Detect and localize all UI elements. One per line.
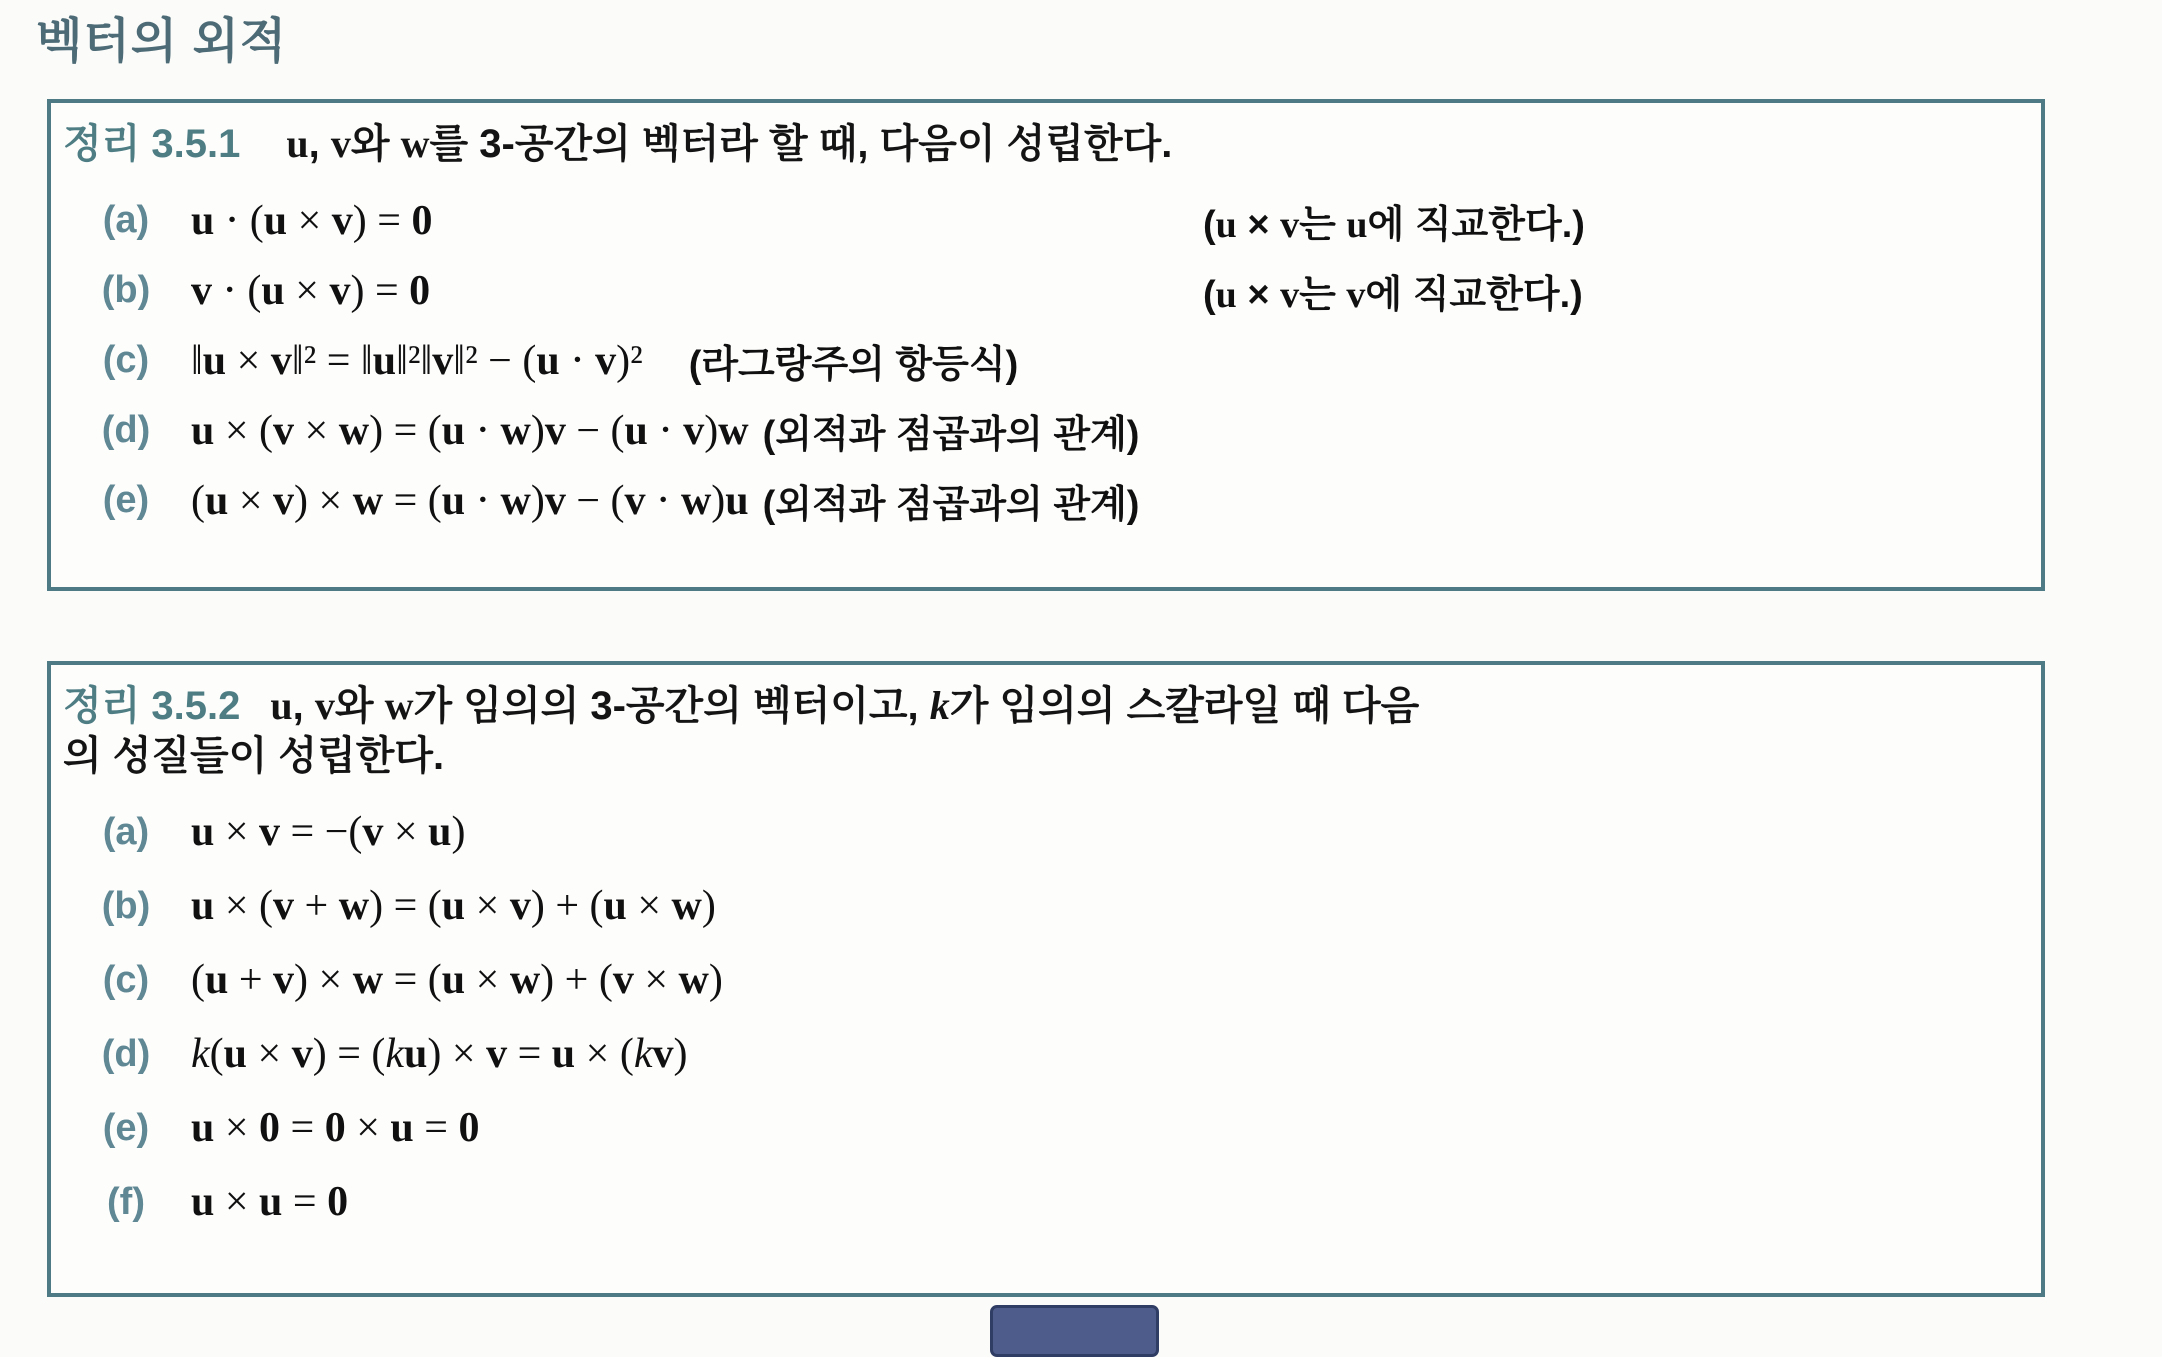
theorem-3-5-1-items [63, 185, 2023, 535]
item-tag: (b) [101, 268, 151, 311]
item-tag: (e) [102, 1106, 150, 1149]
theorem-item-d [63, 395, 2023, 465]
item-tag: (e) [102, 478, 150, 521]
item-formula: k(u × v) = (ku) × v = u × (kv) [191, 1031, 688, 1077]
item-formula: ‖u × v‖² = ‖u‖²‖v‖² − (u ⋅ v)² [191, 338, 643, 384]
item-tag: (f) [107, 1180, 145, 1223]
item-tag: (a) [102, 810, 150, 853]
theorem-3-5-1-intro: u, v와 w를 3-공간의 벡터라 할 때, 다음이 성립한다. [286, 121, 1173, 166]
item-formula: u ⋅ (u × v) = 0 [191, 198, 433, 244]
theorem-3-5-2-intro-line1: u, v와 w가 임의의 3-공간의 벡터이고, k가 임의의 스칼라일 때 다음 [270, 683, 1420, 728]
theorem-item-e [63, 465, 2023, 535]
item-note: (u × v는 u에 직교한다.) [1203, 203, 1585, 246]
theorem-item-e [63, 1091, 2023, 1165]
item-tag: (b) [101, 884, 151, 927]
theorem-item-c [63, 325, 2023, 395]
item-formula: v ⋅ (u × v) = 0 [191, 268, 431, 314]
item-tag: (c) [102, 338, 150, 381]
item-tag: (c) [102, 958, 150, 1001]
item-formula: u × (v × w) = (u ⋅ w)v − (u ⋅ v)w [191, 408, 749, 454]
theorem-3-5-2-intro-line2: 의 성질들이 성립한다. [63, 734, 445, 778]
theorem-item-a [63, 185, 2023, 255]
theorem-item-a [63, 795, 2023, 869]
theorem-3-5-2-heading [63, 681, 2023, 731]
theorem-item-f [63, 1165, 2023, 1239]
item-formula: u × u = 0 [191, 1179, 349, 1225]
page-title: 벡터의 외적 [36, 15, 288, 68]
item-tag: (d) [101, 408, 151, 451]
item-formula: u × (v + w) = (u × v) + (u × w) [191, 883, 716, 929]
theorem-3-5-2-label: 정리 3.5.2 [63, 684, 241, 728]
theorem-item-b [63, 255, 2023, 325]
nav-button[interactable] [990, 1305, 1159, 1357]
theorem-3-5-2-box [47, 661, 2045, 1297]
item-formula: (u × v) × w = (u ⋅ w)v − (v ⋅ w)u [191, 478, 749, 524]
theorem-3-5-2-items [63, 795, 2023, 1239]
item-note: (u × v는 v에 직교한다.) [1203, 273, 1583, 316]
theorem-3-5-1-heading [63, 119, 2023, 169]
theorem-item-c [63, 943, 2023, 1017]
theorem-item-b [63, 869, 2023, 943]
item-formula: u × 0 = 0 × u = 0 [191, 1105, 480, 1151]
item-note: (외적과 점곱과의 관계) [762, 413, 1140, 456]
item-tag: (d) [101, 1032, 151, 1075]
item-formula: (u + v) × w = (u × w) + (v × w) [191, 957, 723, 1003]
item-note: (외적과 점곱과의 관계) [762, 483, 1140, 526]
theorem-3-5-1-box [47, 99, 2045, 591]
item-formula: u × v = −(v × u) [191, 809, 466, 855]
theorem-item-d [63, 1017, 2023, 1091]
theorem-3-5-1-label: 정리 3.5.1 [63, 122, 241, 166]
item-tag: (a) [102, 198, 150, 241]
item-note: (라그랑주의 항등식) [688, 343, 1019, 386]
